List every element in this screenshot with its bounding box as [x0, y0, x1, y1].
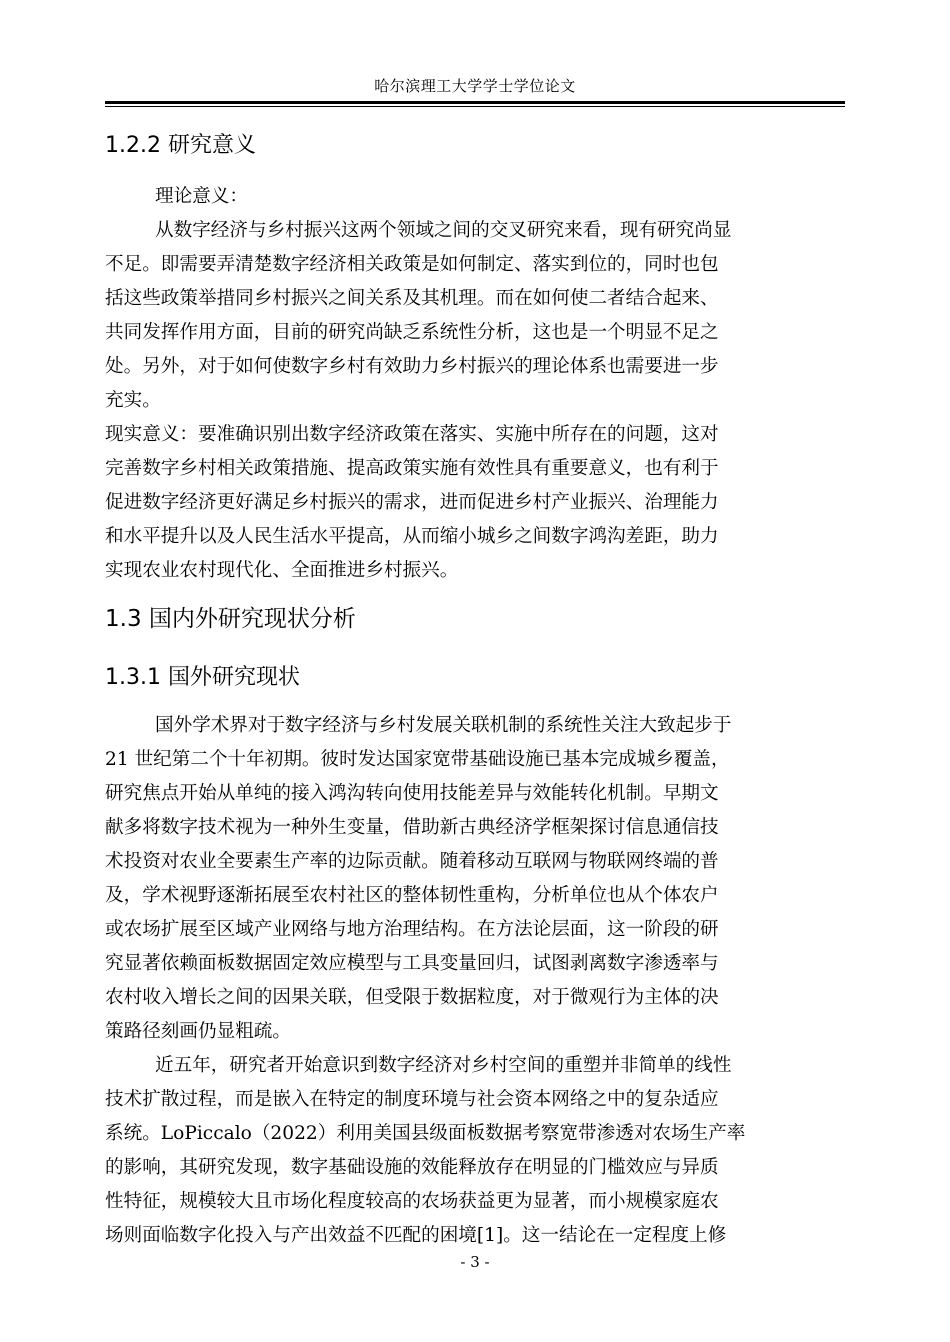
paragraph-line: 括这些政策举措同乡村振兴之间关系及其机理。而在如何使二者结合起来、 — [105, 288, 719, 309]
paragraph-line: 的影响，其研究发现，数字基础设施的效能释放存在明显的门槛效应与异质 — [105, 1157, 719, 1178]
running-header: 哈尔滨理工大学学士学位论文 — [374, 77, 576, 95]
header-rule-thick — [105, 101, 845, 104]
paragraph-line: 共同发挥作用方面，目前的研究尚缺乏系统性分析，这也是一个明显不足之 — [105, 322, 719, 343]
paragraph-line: 研究焦点开始从单纯的接入鸿沟转向使用技能差异与效能转化机制。早期文 — [105, 783, 719, 804]
paragraph-line: 或农场扩展至区域产业网络与地方治理结构。在方法论层面，这一阶段的研 — [105, 919, 719, 940]
paragraph-line: 技术扩散过程，而是嵌入在特定的制度环境与社会资本网络之中的复杂适应 — [105, 1089, 719, 1110]
section-heading-1-3-1: 1.3.1 国外研究现状 — [105, 665, 300, 690]
paragraph-line: 充实。 — [105, 390, 161, 411]
paragraph-line: 处。另外，对于如何使数字乡村有效助力乡村振兴的理论体系也需要进一步 — [105, 356, 719, 377]
paragraph-line: 国外学术界对于数字经济与乡村发展关联机制的系统性关注大致起步于 — [155, 715, 732, 736]
paragraph-line: 和水平提升以及人民生活水平提高，从而缩小城乡之间数字鸿沟差距，助力 — [105, 526, 719, 547]
paragraph-line: 理论意义： — [155, 186, 248, 207]
paragraph-line: 系统。LoPiccalo（2022）利用美国县级面板数据考察宽带渗透对农场生产率 — [105, 1123, 746, 1144]
paragraph-line: 完善数字乡村相关政策措施、提高政策实施有效性具有重要意义，也有利于 — [105, 458, 719, 479]
paragraph-line: 促进数字经济更好满足乡村振兴的需求，进而促进乡村产业振兴、治理能力 — [105, 492, 719, 513]
paragraph-line: 性特征，规模较大且市场化程度较高的农场获益更为显著，而小规模家庭农 — [105, 1191, 719, 1212]
paragraph-line: 究显著依赖面板数据固定效应模型与工具变量回归，试图剥离数字渗透率与 — [105, 953, 719, 974]
header-rule-thin — [105, 106, 845, 107]
section-heading-1-2-2: 1.2.2 研究意义 — [105, 133, 256, 158]
paragraph-line: 农村收入增长之间的因果关联，但受限于数据粒度，对于微观行为主体的决 — [105, 987, 719, 1008]
paragraph-line: 策路径刻画仍显粗疏。 — [105, 1021, 291, 1042]
paragraph-line: 场则面临数字化投入与产出效益不匹配的困境[1]。这一结论在一定程度上修 — [105, 1225, 727, 1246]
paragraph-line: 不足。即需要弄清楚数字经济相关政策是如何制定、落实到位的，同时也包 — [105, 254, 719, 275]
paragraph-line: 实现农业农村现代化、全面推进乡村振兴。 — [105, 560, 459, 581]
paragraph-line: 术投资对农业全要素生产率的边际贡献。随着移动互联网与物联网终端的普 — [105, 851, 719, 872]
paragraph-line: 近五年，研究者开始意识到数字经济对乡村空间的重塑并非简单的线性 — [155, 1055, 732, 1076]
paragraph-line: 献多将数字技术视为一种外生变量，借助新古典经济学框架探讨信息通信技 — [105, 817, 719, 838]
paragraph-line: 及，学术视野逐渐拓展至农村社区的整体韧性重构，分析单位也从个体农户 — [105, 885, 719, 906]
paragraph-line: 现实意义：要准确识别出数字经济政策在落实、实施中所存在的问题，这对 — [105, 424, 719, 445]
paragraph-line: 从数字经济与乡村振兴这两个领域之间的交叉研究来看，现有研究尚显 — [155, 220, 732, 241]
page-number: - 3 - — [460, 1253, 490, 1271]
paragraph-line: 21 世纪第二个十年初期。彼时发达国家宽带基础设施已基本完成城乡覆盖， — [105, 749, 730, 770]
section-heading-1-3: 1.3 国内外研究现状分析 — [105, 606, 356, 632]
